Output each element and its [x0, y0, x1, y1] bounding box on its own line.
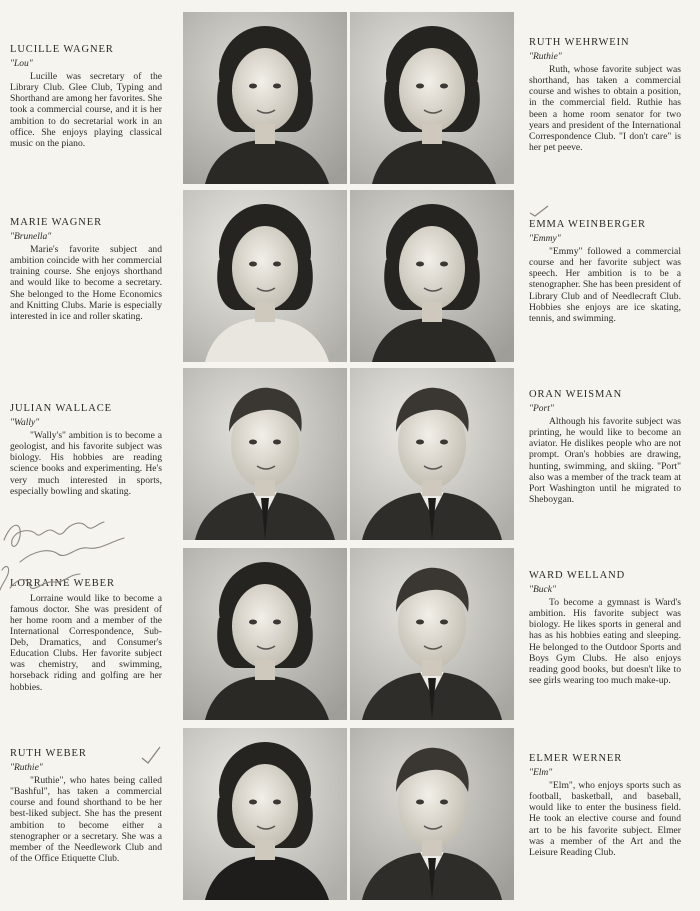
student-name: RUTH WEHRWEIN — [529, 37, 630, 48]
check-mark-icon — [528, 204, 550, 218]
bio-oran-weisman — [529, 389, 681, 505]
student-name: RUTH WEBER — [10, 748, 87, 759]
student-bio: To become a gymnast is Ward's ambition. His favorite subject was biology. He likes sports in general and has as his hobbies eating and sleeping. He belonged to the Outdoor Sports and Boys Gym Clubs. He also enjoys reading good books, but doesn't like to see girls wearing too much make-up. — [529, 597, 681, 686]
student-bio: "Emmy" followed a commercial course and her favorite subject was speech. Her ambition is to be a stenographer. She has been president of Library Club and of Needlecraft Club. Hobbies she enjoys are ice skating, tennis, and swimming. — [529, 246, 681, 324]
student-name: EMMA WEINBERGER — [529, 219, 646, 230]
student-name: JULIAN WALLACE — [10, 403, 112, 414]
student-bio: Lucille was secretary of the Library Club. Glee Club, Typing and Shorthand are among her favorites. She took a commercial course, and it is her ambition to do secretarial work in an office. She enjoys playing classical music on the piano. — [10, 71, 162, 149]
portrait-ward-welland — [350, 548, 514, 720]
portrait-ruth-wehrwein — [350, 12, 514, 184]
portrait-drawing — [183, 548, 347, 720]
student-name: ORAN WEISMAN — [529, 389, 623, 400]
student-bio: Lorraine would like to become a famous doctor. She was president of her home room and a member of the International Correspondence, Sub-Deb, Dramatics, and Consumer's Education Clubs. Her favorite subject was chemistry, and swimming, horseback riding and golfing are her hobbies. — [10, 592, 162, 693]
student-bio: "Ruthie", who hates being called "Bashful", has taken a commercial course and found shorthand to be her best-liked subject. She has the present ambition to become either a stenographer or a secretary. She was a member of the Needlework Club and of the Office Etiquette Club. — [10, 775, 162, 864]
student-bio: Although his favorite subject was printing, he would like to become an aviator. He dislikes people who are not prompt. Oran's hobbies are drawing, hunting, swimming, and skiing. "Port" also was a member of the track team at Port Washington until he migrated to Sheboygan. — [529, 416, 681, 505]
student-nickname: "Lou" — [10, 58, 33, 69]
student-name: WARD WELLAND — [529, 570, 626, 581]
bio-elmer-werner — [529, 753, 681, 858]
student-nickname: "Wally" — [10, 417, 40, 428]
student-nickname: "Elm" — [529, 767, 553, 778]
student-name: LORRAINE WEBER — [10, 578, 115, 589]
portrait-drawing — [350, 368, 514, 540]
bio-marie-wagner — [10, 217, 162, 322]
portrait-emma-weinberger — [350, 190, 514, 362]
student-name: LUCILLE WAGNER — [10, 44, 114, 55]
student-nickname: "Ruthie" — [10, 762, 43, 773]
bio-lucille-wagner — [10, 44, 162, 149]
bio-julian-wallace — [10, 403, 162, 497]
portrait-drawing — [350, 728, 514, 900]
bio-ward-welland — [529, 570, 681, 686]
portrait-elmer-werner — [350, 728, 514, 900]
portrait-drawing — [350, 190, 514, 362]
portrait-lucille-wagner — [183, 12, 347, 184]
portrait-lorraine-weber — [183, 548, 347, 720]
portrait-oran-weisman — [350, 368, 514, 540]
portrait-marie-wagner — [183, 190, 347, 362]
student-bio: Marie's favorite subject and ambition coincide with her commercial training course. She enjoys shorthand and would like to become a secretary. She belonged to the Home Economics and Knitting Clubs. Marie is especially interested in ice and roller skating. — [10, 244, 162, 322]
student-nickname: "Emmy" — [529, 233, 561, 244]
student-nickname: "Port" — [529, 403, 554, 414]
bio-ruth-wehrwein — [529, 37, 681, 153]
portrait-drawing — [350, 548, 514, 720]
bio-emma-weinberger — [529, 219, 681, 324]
portrait-drawing — [183, 728, 347, 900]
portrait-julian-wallace — [183, 368, 347, 540]
student-bio: "Wally's" ambition is to become a geologist, and his favorite subject was biology. His hobbies are reading science books and experimenting. He's very much interested in sports, especially bowling and skating. — [10, 430, 162, 497]
check-mark-icon — [140, 744, 162, 766]
portrait-drawing — [183, 368, 347, 540]
student-bio: Ruth, whose favorite subject was shorthand, has taken a commercial course and wishes to obtain a position, in the commercial field. Ruthie has been a home room senator for two years and president of the International Correspondence Club. "I don't care" is her pet peeve. — [529, 64, 681, 153]
portrait-ruth-weber — [183, 728, 347, 900]
student-name: ELMER WERNER — [529, 753, 623, 764]
portrait-drawing — [183, 190, 347, 362]
student-nickname: "Buck" — [529, 584, 556, 595]
student-name: MARIE WAGNER — [10, 217, 102, 228]
handwritten-signature — [0, 500, 140, 610]
student-nickname: "Brunella" — [10, 231, 52, 242]
student-nickname: "Ruthie" — [529, 51, 562, 62]
portrait-drawing — [183, 12, 347, 184]
student-bio: "Elm", who enjoys sports such as football, basketball, and baseball, would like to enter the business field. He took an elective course and found art to be his favorite subject. Elmer was a member of the Art and the Leisure Reading Club. — [529, 780, 681, 858]
portrait-drawing — [350, 12, 514, 184]
